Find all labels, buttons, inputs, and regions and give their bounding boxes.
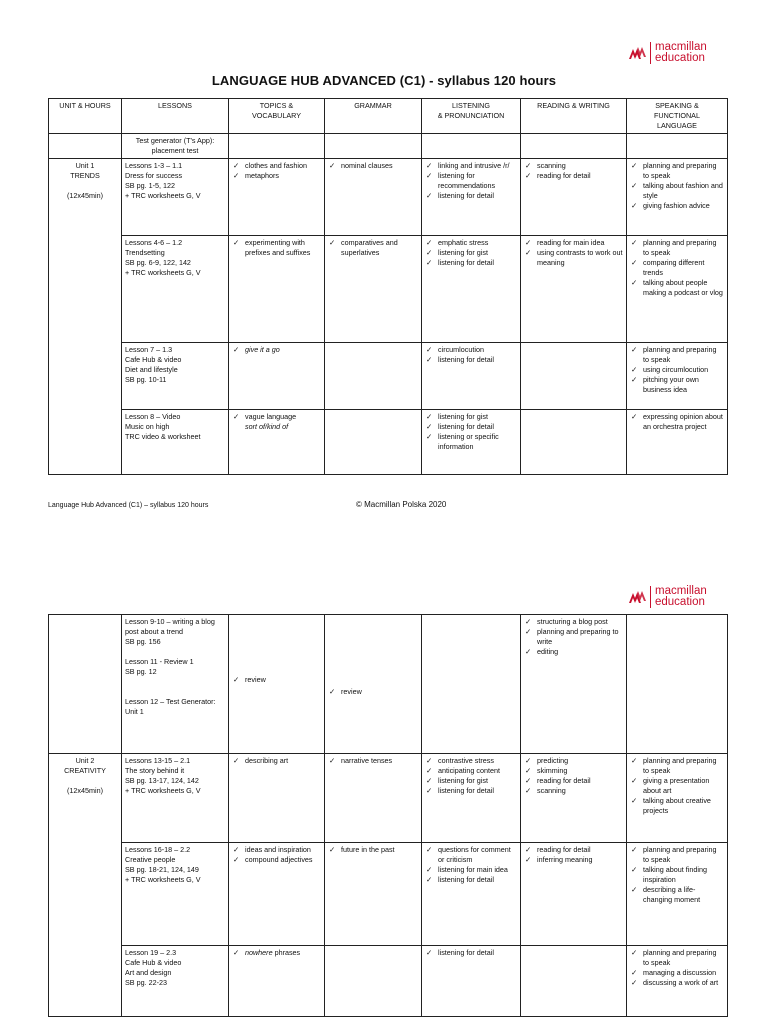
list-item: ✓ describing a life-changing moment	[630, 885, 724, 905]
list-item: ✓ predicting	[524, 756, 623, 766]
list-item: ✓ structuring a blog post	[524, 617, 623, 627]
list-item: ✓ scanning	[524, 161, 623, 171]
list-item: ✓ giving fashion advice	[630, 201, 724, 211]
table-row	[49, 843, 728, 946]
macmillan-logo-icon	[628, 46, 646, 60]
list-item: ✓ review	[328, 687, 418, 697]
list-item: ✓ reading for detail	[524, 776, 623, 786]
list-item: ✓ compound adjectives	[232, 855, 321, 865]
table-row	[49, 946, 728, 1017]
list-item: ✓ linking and intrusive /r/	[425, 161, 517, 171]
table-row	[49, 236, 728, 343]
syllabus-table-1	[48, 98, 728, 475]
list-item: ✓ review	[232, 675, 321, 685]
logo-line-1: macmillan	[655, 585, 707, 597]
list-item: ✓ planning and preparing to speak	[630, 756, 724, 776]
list-item: ✓ listening for detail	[425, 948, 517, 958]
table-row	[49, 343, 728, 410]
list-item: ✓ emphatic stress	[425, 238, 517, 248]
list-item: ✓ future in the past	[328, 845, 418, 855]
list-item: ✓ listening for detail	[425, 355, 517, 365]
table-row	[49, 159, 728, 236]
list-item: ✓ listening for detail	[425, 422, 517, 432]
list-item: ✓ using contrasts to work out meaning	[524, 248, 623, 268]
list-item: ✓ using circumlocution	[630, 365, 724, 375]
placement-row	[49, 134, 728, 159]
list-item: ✓ planning and preparing to write	[524, 627, 623, 647]
list-item: ✓ planning and preparing to speak	[630, 345, 724, 365]
list-item: ✓ circumlocution	[425, 345, 517, 355]
logo-separator	[650, 586, 651, 608]
footer-copyright: © Macmillan Polska 2020	[356, 500, 447, 509]
header-row	[49, 99, 728, 134]
list-item: ✓ narrative tenses	[328, 756, 418, 766]
logo-text	[655, 586, 707, 608]
list-item: ✓ scanning	[524, 786, 623, 796]
list-item: ✓ listening for gist	[425, 412, 517, 422]
list-item: ✓ anticipating content	[425, 766, 517, 776]
lesson-cell: Lesson 19 – 2.3 Cafe Hub & video Art and design SB pg. 22-23	[122, 946, 229, 1017]
list-item: ✓ expressing opinion about an orchestra project	[630, 412, 724, 432]
logo-line-2: education	[655, 52, 705, 64]
list-item: ✓ metaphors	[232, 171, 321, 181]
logo-separator	[650, 42, 651, 64]
macmillan-logo	[628, 42, 707, 64]
list-item: ✓ comparing different trends	[630, 258, 724, 278]
list-item: ✓ listening for main idea	[425, 865, 517, 875]
list-item: ✓ discussing a work of art	[630, 978, 724, 988]
table-row	[49, 410, 728, 475]
list-item: ✓ planning and preparing to speak	[630, 948, 724, 968]
list-item: ✓ inferring meaning	[524, 855, 623, 865]
list-item: ✓ listening for detail	[425, 786, 517, 796]
table-row	[49, 754, 728, 843]
syllabus-table-2	[48, 614, 728, 1017]
unit-2-cell: Unit 2 CREATIVITY (12x45min)	[49, 754, 122, 1017]
list-item: ✓ listening for recommendations	[425, 171, 517, 191]
list-item: ✓ talking about creative projects	[630, 796, 724, 816]
list-item: ✓ talking about people making a podcast or vlog	[630, 278, 724, 298]
page-title: LANGUAGE HUB ADVANCED (C1) - syllabus 120 hours	[211, 73, 557, 88]
list-item: ✓ listening for detail	[425, 258, 517, 268]
list-item: ✓ listening for detail	[425, 875, 517, 885]
header-listening: LISTENING & PRONUNCIATION	[422, 99, 521, 134]
lesson-cell: Lesson 8 – Video Music on high TRC video & worksheet	[122, 410, 229, 475]
list-item: ✓ pitching your own business idea	[630, 375, 724, 395]
list-item: ✓ managing a discussion	[630, 968, 724, 978]
list-item: ✓ reading for detail	[524, 845, 623, 855]
header-speaking: SPEAKING & FUNCTIONAL LANGUAGE	[627, 99, 728, 134]
list-item: ✓ skimming	[524, 766, 623, 776]
list-item: ✓ talking about finding inspiration	[630, 865, 724, 885]
list-item: ✓ listening or specific information	[425, 432, 517, 452]
table-row	[49, 615, 728, 754]
header-reading: READING & WRITING	[521, 99, 627, 134]
logo-line-1: macmillan	[655, 41, 707, 53]
placement-test-cell: Test generator (T's App): placement test	[122, 134, 229, 159]
lesson-cell: Lessons 13-15 – 2.1 The story behind it SB pg. 13-17, 124, 142 + TRC worksheets G, V	[122, 754, 229, 843]
header-unit: UNIT & HOURS	[49, 99, 122, 134]
list-item: ✓ vague language sort of/kind of	[232, 412, 321, 432]
list-item: ✓ listening for detail	[425, 191, 517, 201]
list-item: ✓ describing art	[232, 756, 321, 766]
list-item: ✓ planning and preparing to speak	[630, 845, 724, 865]
list-item: ✓ nominal clauses	[328, 161, 418, 171]
list-item: ✓ reading for detail	[524, 171, 623, 181]
lesson-cell: Lessons 16-18 – 2.2 Creative people SB pg. 18-21, 124, 149 + TRC worksheets G, V	[122, 843, 229, 946]
lesson-cell: Lesson 7 – 1.3 Cafe Hub & video Diet and lifestyle SB pg. 10-11	[122, 343, 229, 410]
list-item: ✓ giving a presentation about art	[630, 776, 724, 796]
list-item: ✓ comparatives and superlatives	[328, 238, 418, 258]
list-item: ✓ questions for comment or criticism	[425, 845, 517, 865]
list-item: ✓ reading for main idea	[524, 238, 623, 248]
list-item: ✓ nowhere phrases	[232, 948, 321, 958]
list-item: ✓ planning and preparing to speak	[630, 161, 724, 181]
unit-1-cell: Unit 1 TRENDS (12x45min)	[49, 159, 122, 475]
list-item: ✓ talking about fashion and style	[630, 181, 724, 201]
lesson-cell: Lessons 4-6 – 1.2 Trendsetting SB pg. 6-9, 122, 142 + TRC worksheets G, V	[122, 236, 229, 343]
lesson-cell: Lessons 1-3 – 1.1 Dress for success SB pg. 1-5, 122 + TRC worksheets G, V	[122, 159, 229, 236]
header-grammar: GRAMMAR	[325, 99, 422, 134]
header-lessons: LESSONS	[122, 99, 229, 134]
footer-left: Language Hub Advanced (C1) – syllabus 120 hours	[48, 502, 209, 509]
list-item: ✓ contrastive stress	[425, 756, 517, 766]
list-item: ✓ give it a go	[232, 345, 321, 355]
list-item: ✓ planning and preparing to speak	[630, 238, 724, 258]
list-item: ✓ experimenting with prefixes and suffixes	[232, 238, 321, 258]
header-topics: TOPICS & VOCABULARY	[229, 99, 325, 134]
macmillan-logo-2	[628, 586, 707, 608]
list-item: ✓ editing	[524, 647, 623, 657]
list-item: ✓ listening for gist	[425, 248, 517, 258]
logo-text	[655, 42, 707, 64]
lesson-cell: Lesson 9-10 – writing a blog post about a trend SB pg. 156 Lesson 11 - Review 1 SB pg. 12 Lesson 12 – Test Generator: Unit 1	[122, 615, 229, 754]
list-item: ✓ ideas and inspiration	[232, 845, 321, 855]
macmillan-logo-icon	[628, 590, 646, 604]
logo-line-2: education	[655, 596, 705, 608]
list-item: ✓ clothes and fashion	[232, 161, 321, 171]
list-item: ✓ listening for gist	[425, 776, 517, 786]
